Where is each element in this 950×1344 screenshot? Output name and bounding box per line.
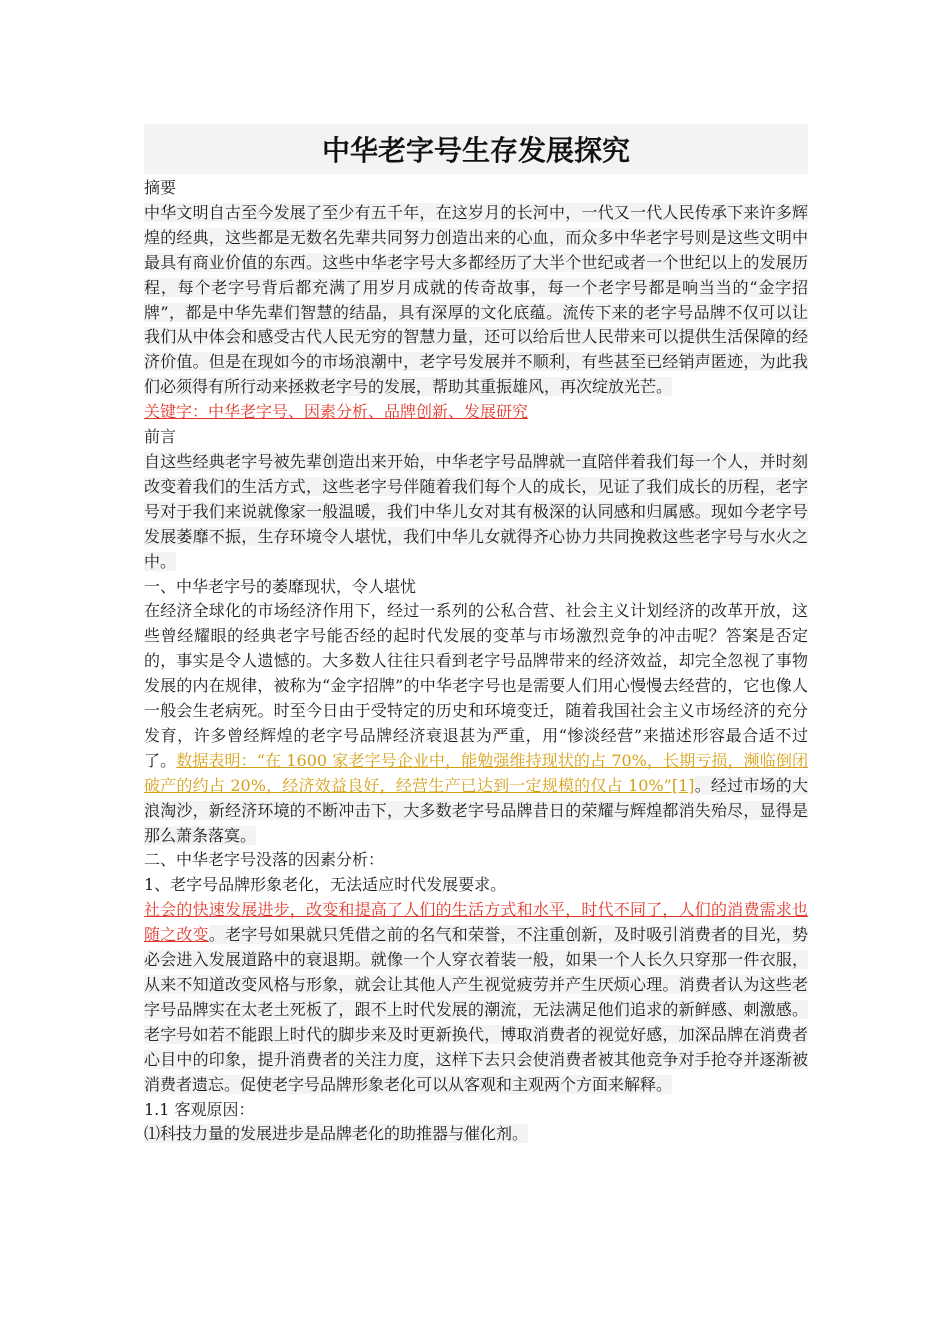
section1-text-b: 。经过市场的大浪淘沙，新经济环境的不断冲击下，大多数老字号品牌昔日的荣耀与辉煌都消失殆尽，显得是那么萧条落寞。 [144, 775, 808, 845]
section2-heading: 二、中华老字号没落的因素分析： [144, 850, 385, 870]
section2-1-1-heading: 1.1 客观原因： [144, 1099, 255, 1119]
keywords-line: 关键字：中华老字号、因素分析、品牌创新、发展研究 [144, 402, 529, 422]
section2-1-heading: 1、老字号品牌形象老化，无法适应时代发展要求。 [144, 875, 507, 895]
section1-paragraph [144, 599, 808, 848]
section2-1-paragraph [144, 898, 808, 1097]
document-title: 中华老字号生存发展探究 [321, 134, 630, 167]
preface-paragraph [144, 450, 808, 575]
document-body [144, 124, 808, 1147]
section2-1-1-item [144, 1122, 808, 1147]
section2-1-text: 。老字号如果就只凭借之前的名气和荣誉，不注重创新，及时吸引消费者的目光，势必会进入发展道路中的衰退期。就像一个人穿衣着装一般，如果一个人长久只穿那一件衣服，从来不知道改变风格与形象，就会让其他人产生视觉疲劳并产生厌烦心理。消费者认为这些老字号品牌实在太老土死板了，跟不上时代发展的潮流，无法满足他们追求的新鲜感、刺激感。老字号如若不能跟上时代的脚步来及时更新换代，博取消费者的视觉好感，加深品牌在消费者心目中的印象，提升消费者的关注力度，这样下去只会使消费者被其他竞争对手抢夺并逐渐被消费者遗忘。促使老字号品牌形象老化可以从客观和主观两个方面来解释。 [144, 925, 808, 1094]
title-bar [144, 124, 808, 174]
preface-text: 自这些经典老字号被先辈创造出来开始，中华老字号品牌就一直陪伴着我们每一个人，并时刻改变着我们的生活方式，这些老字号伴随着我们每个人的成长，见证了我们成长的历程，老字号对于我们来说就像家一般温暖，我们中华儿女对其有极深的认同感和归属感。现如今老字号发展萎靡不振，生存环境令人堪忧，我们中华儿女就得齐心协力共同挽救这些老字号与水火之中。 [144, 451, 808, 571]
section1-heading: 一、中华老字号的萎靡现状，令人堪忧 [144, 576, 417, 596]
section2-1-1-item-text: ⑴科技力量的发展进步是品牌老化的助推器与催化剂。 [144, 1124, 529, 1144]
abstract-heading: 摘要 [144, 178, 177, 197]
section2-1-highlight: 社会的快速发展进步，改变和提高了人们的生活方式和水平，时代不同了，人们的消费需求也随之改变 [144, 900, 808, 945]
abstract-paragraph [144, 201, 808, 400]
section1-quote-citation: 数据表明：“在 1600 家老字号企业中，能勉强维持现状的占 70%，长期亏损，濒临倒闭破产的约占 20%，经济效益良好，经营生产已达到一定规模的仅占 10%”[1] [144, 750, 808, 795]
section1-text-a: 在经济全球化的市场经济作用下，经过一系列的公私合营、社会主义计划经济的改革开放，这些曾经耀眼的经典老字号能否经的起时代发展的变革与市场激烈竞争的冲击呢？答案是否定的，事实是令人遗憾的。大多数人往往只看到老字号品牌带来的经济效益，却完全忽视了事物发展的内在规律，被称为“金字招牌”的中华老字号也是需要人们用心慢慢去经营的，它也像人一般会生老病死。时至今日由于受特定的历史和环境变迁，随着我国社会主义市场经济的充分发育，许多曾经辉煌的老字号品牌经济衰退甚为严重，用“惨淡经营”来描述形容最合适不过了。 [144, 601, 808, 770]
abstract-text: 中华文明自古至今发展了至少有五千年，在这岁月的长河中，一代又一代人民传承下来许多辉煌的经典，这些都是无数名先辈共同努力创造出来的心血，而众多中华老字号则是这些文明中最具有商业价值的东西。这些中华老字号大多都经历了大半个世纪或者一个世纪以上的发展历程，每个老字号背后都充满了用岁月成就的传奇故事，每一个老字号都是响当当的“金字招牌”，都是中华先辈们智慧的结晶，具有深厚的文化底蕴。流传下来的老字号品牌不仅可以让我们从中体会和感受古代人民无穷的智慧力量，还可以给后世人民带来可以提供生活保障的经济价值。但是在现如今的市场浪潮中，老字号发展并不顺利，有些甚至已经销声匿迹，为此我们必须得有所行动来拯救老字号的发展，帮助其重振雄风，再次绽放光芒。 [144, 202, 808, 397]
preface-heading: 前言 [144, 427, 177, 447]
